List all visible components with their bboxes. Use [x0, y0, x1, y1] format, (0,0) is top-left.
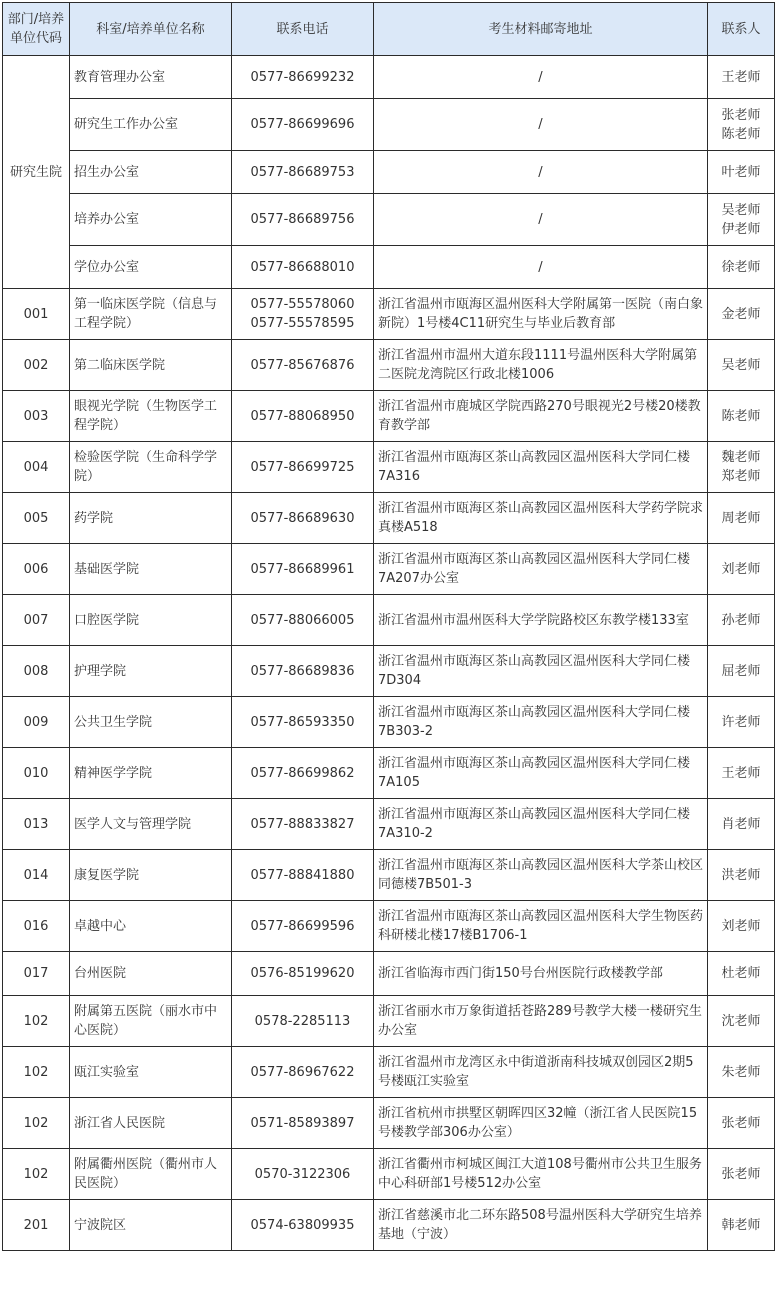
contact-person-line: 张老师	[721, 1115, 761, 1131]
unit-name: 宁波院区	[70, 1200, 232, 1251]
header-phone: 联系电话	[232, 3, 374, 56]
header-code: 部门/培养单位代码	[3, 3, 70, 56]
contact-person	[708, 99, 775, 151]
mailing-address: 浙江省温州市瓯海区茶山高教园区温州医科大学生物医药科研楼北楼17楼B1706-1	[374, 901, 708, 952]
mailing-address: 浙江省衢州市柯城区闽江大道108号衢州市公共卫生服务中心科研部1号楼512办公室	[374, 1149, 708, 1200]
unit-name: 卓越中心	[70, 901, 232, 952]
contact-person-line: 魏老师	[721, 450, 761, 465]
unit-code: 016	[3, 901, 70, 952]
contact-person	[708, 544, 775, 595]
unit-code: 001	[3, 289, 70, 340]
phone-number	[232, 646, 374, 697]
unit-name: 附属衢州医院（衢州市人民医院）	[70, 1149, 232, 1200]
contact-person	[708, 340, 775, 391]
contact-person	[708, 194, 775, 246]
phone-number-line: 0577-86699596	[250, 918, 355, 934]
contact-person	[708, 996, 775, 1047]
contact-person-line: 叶老师	[721, 164, 761, 180]
phone-number	[232, 595, 374, 646]
phone-number	[232, 996, 374, 1047]
unit-code: 007	[3, 595, 70, 646]
phone-number: 0577-86699232	[232, 56, 374, 99]
phone-number-line: 0571-85893897	[250, 1115, 355, 1131]
unit-name: 公共卫生学院	[70, 697, 232, 748]
contact-person	[708, 246, 775, 289]
contact-person-line: 洪老师	[721, 867, 761, 883]
header-address: 考生材料邮寄地址	[374, 3, 708, 56]
unit-name: 口腔医学院	[70, 595, 232, 646]
unit-name: 第一临床医学院（信息与工程学院）	[70, 289, 232, 340]
contact-person-line: 王老师	[721, 765, 761, 781]
mailing-address: 浙江省温州市鹿城区学院西路270号眼视光2号楼20楼教育教学部	[374, 391, 708, 442]
contact-person	[708, 1149, 775, 1200]
unit-name: 浙江省人民医院	[70, 1098, 232, 1149]
mailing-address: 浙江省温州市瓯海区茶山高教园区温州医科大学同仁楼7A105	[374, 748, 708, 799]
phone-number-line: 0577-55578060	[250, 297, 355, 312]
phone-number-line: 0577-55578595	[250, 316, 355, 331]
table-row	[3, 340, 775, 391]
header-name: 科室/培养单位名称	[70, 3, 232, 56]
mailing-address: 浙江省温州市瓯海区茶山高教园区温州医科大学同仁楼7A310-2	[374, 799, 708, 850]
unit-code: 102	[3, 1047, 70, 1098]
phone-number	[232, 901, 374, 952]
table-row	[3, 748, 775, 799]
mailing-address: /	[374, 246, 708, 289]
phone-number-line: 0577-86699725	[250, 459, 355, 475]
table-row	[3, 493, 775, 544]
contact-person-line: 杜老师	[721, 966, 761, 981]
phone-number	[232, 748, 374, 799]
phone-number	[232, 799, 374, 850]
phone-number	[232, 1200, 374, 1251]
table-row	[3, 151, 775, 194]
unit-name: 第二临床医学院	[70, 340, 232, 391]
contact-person-line: 伊老师	[721, 221, 761, 237]
contact-person-line: 周老师	[721, 510, 761, 526]
contact-person	[708, 901, 775, 952]
contact-person	[708, 646, 775, 697]
unit-code: 013	[3, 799, 70, 850]
contact-person	[708, 1098, 775, 1149]
unit-code: 017	[3, 952, 70, 996]
contact-person-line: 吴老师	[721, 357, 761, 373]
phone-number-line: 0577-85676876	[250, 357, 355, 373]
phone-number: 0577-86689756	[232, 194, 374, 246]
department-name: 研究生院	[3, 56, 70, 289]
contact-person-line: 朱老师	[721, 1064, 761, 1080]
mailing-address: 浙江省温州市温州医科大学学院路校区东教学楼133室	[374, 595, 708, 646]
unit-code: 201	[3, 1200, 70, 1251]
contact-person-line: 陈老师	[721, 126, 761, 142]
unit-code: 008	[3, 646, 70, 697]
contact-person-line: 张老师	[721, 107, 761, 123]
phone-number	[232, 442, 374, 493]
table-row	[3, 1047, 775, 1098]
unit-name: 护理学院	[70, 646, 232, 697]
unit-code: 004	[3, 442, 70, 493]
contact-person-line: 吴老师	[721, 202, 761, 218]
phone-number	[232, 697, 374, 748]
phone-number-line: 0577-86689836	[250, 663, 355, 679]
phone-number-line: 0577-88841880	[250, 867, 355, 883]
phone-number	[232, 850, 374, 901]
contact-person-line: 沈老师	[721, 1013, 761, 1029]
mailing-address: /	[374, 56, 708, 99]
contact-person-line: 刘老师	[721, 561, 761, 577]
mailing-address: 浙江省温州市瓯海区温州医科大学附属第一医院（南白象新院）1号楼4C11研究生与毕业后教育部	[374, 289, 708, 340]
unit-name: 检验医学院（生命科学学院）	[70, 442, 232, 493]
contact-person-line: 肖老师	[721, 816, 761, 832]
contact-person-line: 孙老师	[721, 612, 761, 628]
contact-person	[708, 1047, 775, 1098]
mailing-address: 浙江省温州市龙湾区永中街道浙南科技城双创园区2期5号楼瓯江实验室	[374, 1047, 708, 1098]
unit-code: 002	[3, 340, 70, 391]
header-contact: 联系人	[708, 3, 775, 56]
phone-number-line: 0577-88066005	[250, 612, 355, 628]
table-row	[3, 996, 775, 1047]
phone-number-line: 0578-2285113	[254, 1013, 351, 1029]
unit-name: 台州医院	[70, 952, 232, 996]
table-row	[3, 544, 775, 595]
contact-person	[708, 151, 775, 194]
contact-person	[708, 748, 775, 799]
contact-person-line: 张老师	[721, 1166, 761, 1182]
office-name: 学位办公室	[70, 246, 232, 289]
phone-number	[232, 952, 374, 996]
phone-number-line: 0570-3122306	[254, 1166, 351, 1182]
office-name: 研究生工作办公室	[70, 99, 232, 151]
unit-code: 005	[3, 493, 70, 544]
contact-person-line: 陈老师	[721, 408, 761, 424]
mailing-address: 浙江省杭州市拱墅区朝晖四区32幢（浙江省人民医院15号楼教学部306办公室）	[374, 1098, 708, 1149]
phone-number-line: 0577-86699862	[250, 765, 355, 781]
phone-number: 0577-86689753	[232, 151, 374, 194]
table-row	[3, 56, 775, 99]
contact-person	[708, 697, 775, 748]
phone-number	[232, 1098, 374, 1149]
unit-name: 眼视光学院（生物医学工程学院）	[70, 391, 232, 442]
mailing-address: 浙江省温州市瓯海区茶山高教园区温州医科大学药学院求真楼A518	[374, 493, 708, 544]
unit-code: 102	[3, 1098, 70, 1149]
mailing-address: 浙江省临海市西门街150号台州医院行政楼教学部	[374, 952, 708, 996]
phone-number	[232, 544, 374, 595]
office-name: 培养办公室	[70, 194, 232, 246]
mailing-address: 浙江省慈溪市北二环东路508号温州医科大学研究生培养基地（宁波）	[374, 1200, 708, 1251]
contact-person-line: 屈老师	[721, 663, 761, 679]
table-row	[3, 442, 775, 493]
table-row	[3, 646, 775, 697]
unit-name: 药学院	[70, 493, 232, 544]
phone-number: 0577-86699696	[232, 99, 374, 151]
table-row	[3, 697, 775, 748]
mailing-address: /	[374, 151, 708, 194]
mailing-address: 浙江省温州市瓯海区茶山高教园区温州医科大学同仁楼7A316	[374, 442, 708, 493]
unit-name: 瓯江实验室	[70, 1047, 232, 1098]
office-name: 教育管理办公室	[70, 56, 232, 99]
table-row	[3, 595, 775, 646]
phone-number-line: 0577-86967622	[250, 1064, 355, 1080]
phone-number	[232, 340, 374, 391]
contact-person	[708, 595, 775, 646]
table-row	[3, 246, 775, 289]
phone-number: 0577-86688010	[232, 246, 374, 289]
phone-number-line: 0577-86593350	[250, 714, 355, 730]
phone-number	[232, 493, 374, 544]
mailing-address: 浙江省温州市瓯海区茶山高教园区温州医科大学茶山校区同德楼7B501-3	[374, 850, 708, 901]
contact-person	[708, 952, 775, 996]
table-row	[3, 952, 775, 996]
phone-number-line: 0577-86689961	[250, 561, 355, 577]
mailing-address: /	[374, 99, 708, 151]
phone-number-line: 0576-85199620	[250, 966, 355, 981]
contact-person	[708, 850, 775, 901]
contact-person-line: 金老师	[721, 306, 761, 322]
contact-person	[708, 442, 775, 493]
table-row	[3, 901, 775, 952]
phone-number	[232, 1047, 374, 1098]
phone-number	[232, 391, 374, 442]
unit-name: 康复医学院	[70, 850, 232, 901]
unit-code: 010	[3, 748, 70, 799]
office-name: 招生办公室	[70, 151, 232, 194]
phone-number-line: 0574-63809935	[250, 1217, 355, 1233]
contact-person	[708, 1200, 775, 1251]
phone-number-line: 0577-88833827	[250, 816, 355, 832]
contact-person	[708, 799, 775, 850]
contact-person-line: 许老师	[721, 714, 761, 730]
unit-code: 102	[3, 996, 70, 1047]
unit-name: 附属第五医院（丽水市中心医院）	[70, 996, 232, 1047]
table-body	[3, 56, 775, 1251]
phone-number-line: 0577-86689630	[250, 510, 355, 526]
phone-number	[232, 1149, 374, 1200]
contact-person-line: 韩老师	[721, 1217, 761, 1233]
header-row	[3, 3, 775, 56]
contact-person-line: 刘老师	[721, 918, 761, 934]
table-row	[3, 1098, 775, 1149]
mailing-address: 浙江省丽水市万象街道括苍路289号教学大楼一楼研究生办公室	[374, 996, 708, 1047]
table-row	[3, 799, 775, 850]
mailing-address: 浙江省温州市瓯海区茶山高教园区温州医科大学同仁楼7A207办公室	[374, 544, 708, 595]
unit-name: 基础医学院	[70, 544, 232, 595]
contact-person	[708, 289, 775, 340]
table-row	[3, 391, 775, 442]
unit-code: 102	[3, 1149, 70, 1200]
table-row	[3, 194, 775, 246]
contact-person	[708, 493, 775, 544]
contact-person	[708, 56, 775, 99]
mailing-address: 浙江省温州市瓯海区茶山高教园区温州医科大学同仁楼7D304	[374, 646, 708, 697]
unit-name: 医学人文与管理学院	[70, 799, 232, 850]
contact-person-line: 王老师	[721, 69, 761, 85]
unit-name: 精神医学学院	[70, 748, 232, 799]
mailing-address: /	[374, 194, 708, 246]
phone-number	[232, 289, 374, 340]
mailing-address: 浙江省温州市瓯海区茶山高教园区温州医科大学同仁楼7B303-2	[374, 697, 708, 748]
table-row	[3, 850, 775, 901]
unit-code: 006	[3, 544, 70, 595]
unit-code: 009	[3, 697, 70, 748]
table-row	[3, 1200, 775, 1251]
contact-person	[708, 391, 775, 442]
mailing-address: 浙江省温州市温州大道东段1111号温州医科大学附属第二医院龙湾院区行政北楼1006	[374, 340, 708, 391]
table-row	[3, 1149, 775, 1200]
contact-table	[2, 2, 775, 1251]
phone-number-line: 0577-88068950	[250, 408, 355, 424]
contact-person-line: 徐老师	[721, 259, 761, 275]
unit-code: 003	[3, 391, 70, 442]
table-row	[3, 99, 775, 151]
contact-person-line: 郑老师	[721, 469, 761, 484]
unit-code: 014	[3, 850, 70, 901]
table-row	[3, 289, 775, 340]
